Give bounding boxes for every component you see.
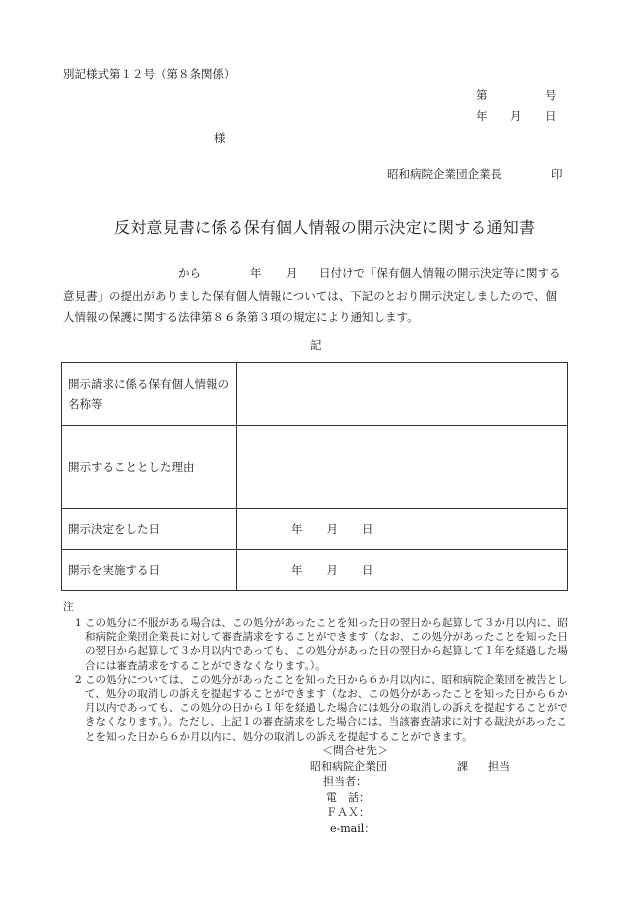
table-row [62, 509, 568, 550]
contact-block [310, 743, 510, 836]
contact-person: 担当者： [323, 775, 367, 788]
body-month: 月 [286, 266, 298, 280]
form-number: 別記様式第１２号（第８条関係） [63, 67, 236, 81]
note-text: この処分については、この処分があったことを知った日から６か月以内に、昭和病院企業団を被告として、処分の取消しの訴えを提起することができます（なお、この処分があったことを知った日から６か月以内であっても、この処分の日から１年を経過した場合には処分の取消しの訴えを提起することができなくなります。）。ただし、上記１の審査請求をした場合には、当該審査請求に対する裁決があったことを知った日から６か月以内に、処分の取消しの訴えを提起することができます。 [85, 673, 568, 743]
contact-org: 昭和病院企業団 [310, 759, 387, 773]
issuer-name: 昭和病院企業団企業長 [387, 167, 502, 181]
contact-fax: ＦＡＸ： [326, 806, 370, 819]
date-month: 月 [510, 109, 522, 123]
document-title: 反対意見書に係る保有個人情報の開示決定に関する通知書 [114, 218, 536, 237]
disclosure-table [61, 362, 568, 591]
implementation-month: 月 [326, 563, 338, 577]
body-year: 年 [250, 266, 262, 280]
body-from: から [178, 266, 201, 280]
row-value-implementation-date [237, 550, 568, 591]
date-year: 年 [476, 109, 488, 123]
seal-mark: 印 [551, 167, 563, 181]
row-value-reason [237, 426, 568, 509]
row-label-decision-date: 開示決定をした日 [62, 509, 237, 550]
contact-heading: ＜問合せ先＞ [322, 744, 388, 757]
table-row [62, 426, 568, 509]
addressee-suffix: 様 [214, 131, 226, 145]
doc-number-suffix: 号 [545, 88, 557, 102]
date-day: 日 [545, 109, 557, 123]
body-date-rest: 日付けで「保有個人情報の開示決定等に関する [319, 266, 561, 280]
contact-org-line [310, 759, 510, 775]
contact-charge: 担当 [488, 759, 510, 773]
decision-month: 月 [326, 522, 338, 536]
body-line-2: 意見書」の提出がありました保有個人情報については、下記のとおり開示決定しましたので、個 [63, 289, 558, 303]
doc-number-prefix: 第 [476, 88, 488, 102]
note-number: 2 [75, 673, 82, 686]
contact-phone: 電 話： [326, 790, 370, 804]
notes-heading: 注 [63, 601, 74, 613]
implementation-year: 年 [291, 563, 303, 577]
contact-section: 課 [457, 759, 468, 773]
note-item [63, 616, 573, 673]
implementation-day: 日 [362, 563, 374, 577]
body-line-3: 人情報の保護に関する法律第８６条第３項の規定により通知します。 [63, 310, 419, 324]
decision-year: 年 [291, 522, 303, 536]
contact-email: e-mail： [330, 821, 376, 835]
decision-day: 日 [362, 522, 374, 536]
notes-list [63, 616, 573, 744]
table-row [62, 550, 568, 591]
note-text: この処分に不服がある場合は、この処分があったことを知った日の翌日から起算して３か月以内に、昭和病院企業団企業長に対して審査請求をすることができます（なお、この処分があったことを知った日の翌日から起算して３か月以内であっても、この処分があった日の翌日から起算して１年を経過した場合には審査請求をすることができなくなります。）。 [85, 617, 568, 672]
row-value-decision-date [237, 509, 568, 550]
row-value-info-name [237, 363, 568, 426]
ki-heading: 記 [310, 338, 322, 352]
row-label-info-name: 開示請求に係る保有個人情報の名称等 [62, 363, 237, 426]
note-item [63, 673, 573, 744]
table-row [62, 363, 568, 426]
row-label-reason: 開示することとした理由 [62, 426, 237, 509]
note-number: 1 [75, 617, 82, 629]
row-label-implementation-date: 開示を実施する日 [62, 550, 237, 591]
